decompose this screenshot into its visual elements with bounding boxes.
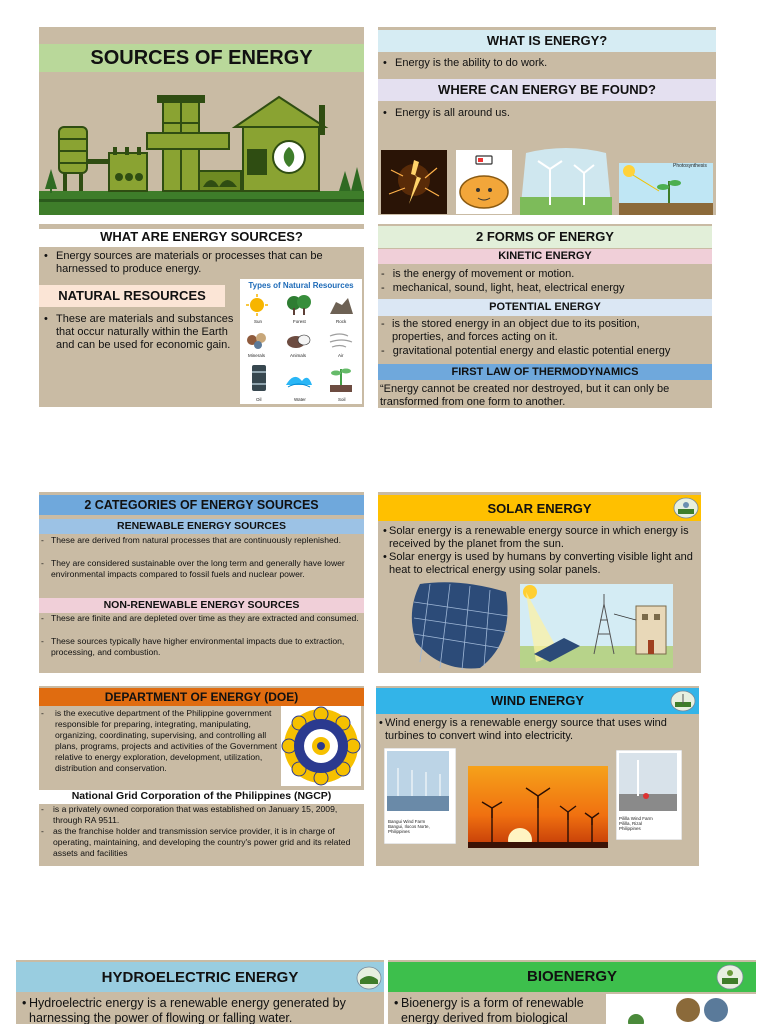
bullet-dot: •	[383, 107, 387, 119]
bioenergy-cycle-image	[606, 994, 756, 1024]
bullet-dot: •	[44, 250, 48, 262]
oil-icon	[248, 363, 270, 393]
bullet-dot: •	[383, 57, 387, 69]
what-is-energy-bullet: • Energy is the ability to do work.	[383, 57, 548, 69]
sun-icon	[246, 294, 268, 316]
thermodynamics-heading: FIRST LAW OF THERMODYNAMICS	[451, 366, 639, 378]
slide-title: SOLAR ENERGY	[487, 501, 592, 516]
forest-icon	[286, 294, 312, 316]
pililla-caption: Pililla Wind Farm Pililla, Rizal Philippines	[619, 816, 653, 831]
solar-logo-icon	[673, 497, 699, 519]
slide-hydroelectric-energy	[16, 960, 384, 1024]
renewable-line-2: - They are considered sustainable over the long term and generally have lower environmental impacts compared to fossil fuels and nuclear power.	[41, 558, 345, 579]
type-label: Sun	[254, 319, 263, 324]
type-label: Air	[338, 353, 344, 358]
natural-resources-chart	[240, 279, 362, 404]
solar-bullet-1: • Solar energy is a renewable energy source in which energy is received by the planet from the sun.	[383, 525, 689, 550]
non-renewable-line-1: - These are finite and are depleted over time as they are extracted and consumed.	[41, 613, 359, 623]
hydro-logo-icon	[356, 966, 382, 990]
bio-bullet: • Bioenergy is a form of renewable energy derived from biological	[394, 996, 584, 1024]
renewable-line-1: - These are derived from natural processes that are continuously replenished.	[41, 535, 341, 545]
photosynthesis-image	[619, 163, 713, 215]
type-label: Oil	[256, 397, 262, 402]
type-label: Forest	[293, 319, 306, 324]
type-label: Water	[294, 397, 306, 402]
air-icon	[328, 330, 354, 350]
lightning-figure-image	[381, 150, 447, 214]
minerals-icon	[246, 330, 270, 350]
slide-sources-of-energy	[39, 27, 364, 215]
bullet-dot: •	[379, 717, 383, 729]
energy-sources-bullet: • Energy sources are materials or processes that can be harnessed to produce energy.	[44, 250, 323, 275]
kinetic-line-2: - mechanical, sound, light, heat, electrical energy	[381, 282, 625, 294]
water-icon	[284, 367, 314, 391]
doe-description: - is the executive department of the Philippine government responsible for preparing, integrating, manipulating, organizing, coordinating, supervising, and controlling all plans, programs, projects and activities of the Government relative to energy exploration, development, utilization, distribution and conservation.	[41, 708, 278, 773]
slide-wind-energy	[376, 686, 699, 866]
animals-icon	[286, 330, 312, 350]
non-renewable-line-2: - These sources typically have higher environmental impacts due to extraction, processing, and combustion.	[41, 636, 345, 657]
soil-icon	[328, 363, 354, 393]
slide-title: DEPARTMENT OF ENERGY (DOE)	[104, 690, 299, 704]
slide-doe	[39, 686, 364, 866]
slide-title: HYDROELECTRIC ENERGY	[101, 969, 299, 986]
slide-title: WIND ENERGY	[490, 693, 585, 708]
potential-heading: POTENTIAL ENERGY	[489, 301, 601, 313]
bangui-caption: Bangui Wind Farm Bangui, Ilocos Norte, Philippines	[388, 819, 430, 834]
slide-bioenergy	[388, 960, 756, 1024]
solar-grid-illustration	[520, 584, 673, 668]
potential-line-1: - is the stored energy in an object due to its position, properties, and forces acting on it.	[381, 318, 640, 343]
type-label: Soil	[338, 397, 346, 402]
where-energy-bullet: • Energy is all around us.	[383, 107, 510, 119]
wind-turbines-image	[520, 147, 612, 215]
rock-icon	[328, 296, 354, 316]
slide-title: BIOENERGY	[526, 968, 617, 985]
non-renewable-heading: NON-RENEWABLE ENERGY SOURCES	[103, 599, 300, 611]
natural-resources-chart-title: Types of Natural Resources	[248, 281, 354, 290]
kinetic-line-1: - is the energy of movement or motion.	[381, 268, 575, 280]
potato-battery-image	[456, 150, 512, 214]
thermodynamics-quote: “Energy cannot be created nor destroyed, but it can only be transformed from one form to another.	[380, 383, 670, 408]
doe-seal	[281, 706, 361, 786]
what-is-energy-heading: WHAT IS ENERGY?	[486, 33, 608, 48]
kinetic-heading: KINETIC ENERGY	[498, 250, 592, 262]
wind-bullet: • Wind energy is a renewable energy source that uses wind turbines to convert wind into electricity.	[379, 717, 667, 742]
where-energy-heading: WHERE CAN ENERGY BE FOUND?	[438, 82, 656, 97]
solar-panel-photo	[410, 582, 512, 670]
type-label: Animals	[290, 353, 307, 358]
ngcp-heading: National Grid Corporation of the Philippines (NGCP)	[39, 790, 364, 804]
slide-solar-energy	[378, 492, 701, 673]
slide-energy-sources	[39, 224, 364, 407]
ngcp-line-1: - is a privately owned corporation that was established on January 15, 2009, through RA 9511.	[41, 804, 338, 825]
natural-resources-bullet: • These are materials and substances that occur naturally within the Earth and can be used for economic gain.	[44, 313, 234, 351]
ngcp-line-2: - as the franchise holder and transmission service provider, it is in charge of operating, maintaining, and developing the country's power grid and its related assets and facilities	[41, 826, 351, 858]
bullet-dot: •	[22, 996, 27, 1010]
bio-logo-icon	[716, 964, 744, 990]
bullet-dot: •	[383, 525, 387, 537]
renewable-heading: RENEWABLE ENERGY SOURCES	[117, 520, 286, 532]
slide-title: 2 FORMS OF ENERGY	[476, 229, 614, 244]
potential-line-2: - gravitational potential energy and elastic potential energy	[381, 345, 671, 357]
bullet-dot: •	[383, 551, 387, 563]
slide-categories	[39, 492, 364, 673]
solar-bullet-2: • Solar energy is used by humans by converting visible light and heat to electrical energy using solar panels.	[383, 551, 693, 576]
wind-logo-icon	[670, 690, 696, 712]
sunset-turbines-image	[468, 766, 608, 848]
power-plant-illustration	[39, 87, 364, 215]
type-label: Minerals	[248, 353, 266, 358]
type-label: Rock	[336, 319, 347, 324]
slide-title: 2 CATEGORIES OF ENERGY SOURCES	[84, 498, 319, 512]
slide-title: SOURCES OF ENERGY	[90, 47, 313, 69]
hydro-bullet: • Hydroelectric energy is a renewable energy generated by harnessing the power of flowing or falling water.	[22, 996, 346, 1024]
bullet-dot: •	[394, 996, 399, 1010]
slide-what-is-energy	[378, 27, 716, 215]
photosynthesis-label: Photosynthesis	[673, 163, 707, 169]
slide-title: WHAT ARE ENERGY SOURCES?	[39, 229, 364, 247]
bullet-dot: •	[44, 313, 48, 325]
natural-resources-heading: NATURAL RESOURCES	[58, 288, 206, 303]
slide-forms-of-energy	[378, 224, 712, 408]
